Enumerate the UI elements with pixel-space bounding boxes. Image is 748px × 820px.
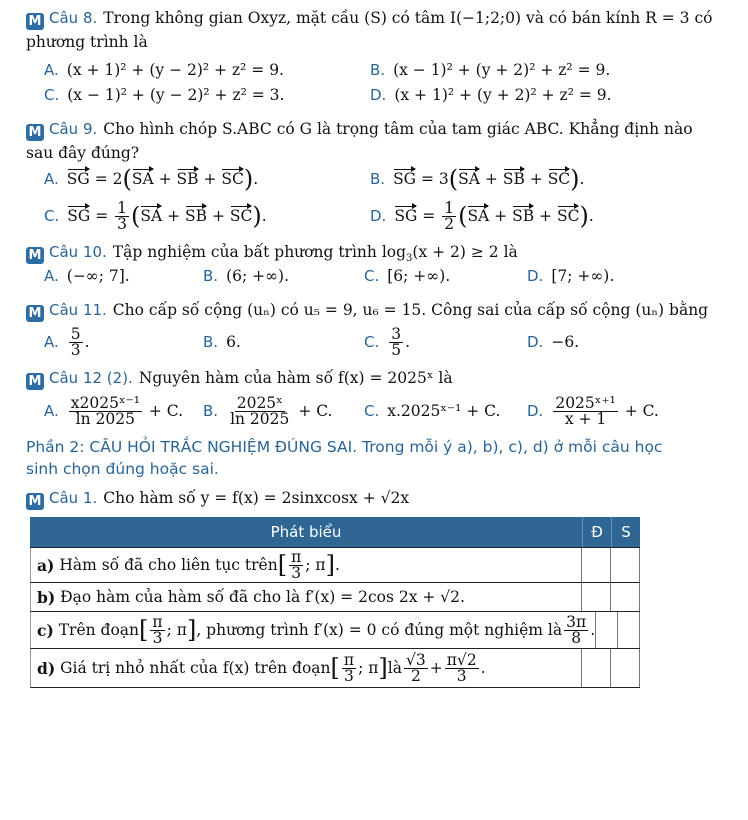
row-key: a): [37, 555, 55, 575]
option-letter: D.: [527, 267, 544, 285]
fraction: $\frac{\text{2025ˣ}}{\ln 2025}$: [230, 393, 290, 428]
fraction: $\frac{\pi}{3}$: [343, 650, 355, 685]
true-cell[interactable]: [581, 548, 610, 582]
false-cell[interactable]: [610, 649, 640, 687]
vector: SB: [185, 207, 208, 225]
vector: SG: [67, 207, 91, 225]
row-key: c): [37, 620, 54, 640]
statement-a: a) Hàm số đã cho liên tục trên [ $\frac{\pi}{3}$ ; π ] .: [37, 547, 340, 582]
question-text: Tập nghiệm của bất phương trình $\log_3(x + 2) \ge 2$ là: [112, 243, 518, 265]
option-letter: D.: [370, 86, 387, 104]
question-text: Cho cấp số cộng (uₙ) có u₅ = 9, u₆ = 15. Công sai của cấp số cộng (uₙ) bằng: [112, 301, 709, 319]
option-tail: + C.: [624, 402, 659, 420]
option-a[interactable]: A. $\frac{5}{3}$ .: [44, 324, 90, 359]
fraction: $\frac{\text{x2025ˣ⁻¹}}{\ln 2025}$: [70, 393, 140, 428]
coefficient: 2: [112, 170, 123, 188]
option-letter: A.: [44, 267, 59, 285]
vector: SC: [229, 207, 253, 225]
question-text: Cho hàm số y = f(x) = 2sinxcosx + √2x: [103, 489, 410, 507]
option-tail: + C.: [148, 402, 184, 420]
option-a[interactable]: [44, 393, 183, 429]
option-body: 6.: [226, 333, 241, 351]
vector: SG: [393, 170, 417, 188]
part2-title: Phần 2: CÂU HỎI TRẮC NGHIỆM ĐÚNG SAI. Trong mỗi ý a), b), c), d) ở mỗi câu học: [26, 438, 663, 456]
table-row: [30, 612, 640, 649]
question-text: Nguyên hàm của hàm số f(x) = 2025ˣ là: [138, 369, 453, 387]
option-letter: B.: [203, 333, 219, 351]
part2-question-1: [26, 486, 728, 510]
fraction: $\frac{1}{2}$: [444, 198, 455, 233]
question-label: Câu 10.: [49, 243, 107, 261]
m-badge-icon: M: [26, 373, 44, 390]
fraction: $\frac{\pi}{3}$: [291, 547, 302, 582]
option-b[interactable]: [370, 58, 610, 82]
fraction: $\frac{3}{5}$: [391, 324, 402, 359]
row-key: b): [37, 587, 56, 607]
option-c[interactable]: [44, 83, 284, 107]
option-letter: C.: [364, 333, 380, 351]
option-b[interactable]: [203, 264, 289, 288]
header-true: Đ: [582, 517, 611, 547]
option-letter: D.: [527, 333, 544, 351]
option-body: (x − 1)² + (y + 2)² + z² = 9.: [393, 61, 611, 79]
row-text: ; π: [305, 556, 326, 574]
vector: SA: [140, 207, 163, 225]
option-letter: B.: [203, 402, 219, 420]
vector: SB: [512, 207, 535, 225]
option-letter: C.: [364, 402, 380, 420]
option-body: [7; +∞).: [551, 267, 615, 285]
option-d[interactable]: D. SG = $\frac{1}{2}$ ( SA + SB + SC ) .: [370, 198, 594, 233]
option-letter: B.: [370, 170, 386, 188]
question-11: [26, 298, 728, 322]
option-letter: A.: [44, 402, 59, 420]
option-letter: A.: [44, 61, 59, 79]
option-letter: A.: [44, 170, 59, 188]
fraction: $\frac{5}{3}$: [70, 324, 81, 359]
part2-title-cont: sinh chọn đúng hoặc sai.: [26, 460, 219, 478]
true-false-table-wrap: [30, 517, 640, 688]
question-text-cont: phương trình là: [26, 33, 148, 51]
vector: SA: [467, 207, 490, 225]
option-letter: A.: [44, 333, 59, 351]
table-row: [30, 649, 640, 688]
header-statement: Phát biểu: [270, 523, 342, 541]
question-12: [26, 366, 728, 390]
question-label: Câu 12 (2).: [49, 369, 133, 387]
fraction: $\frac{1}{3}$: [117, 198, 127, 233]
question-8: [26, 6, 728, 54]
row-text: ; π: [358, 659, 379, 677]
vector: SG: [394, 207, 418, 225]
option-body: (x + 1)² + (y + 2)² + z² = 9.: [394, 86, 612, 104]
vector: SA: [458, 170, 480, 188]
row-text: , phương trình f′(x) = 0 có đúng một nghiệm là: [196, 621, 563, 639]
option-body: x.2025ˣ⁻¹ + C.: [387, 402, 501, 420]
true-cell[interactable]: [581, 649, 610, 687]
option-letter: B.: [370, 61, 386, 79]
question-text-cont: sau đây đúng?: [26, 144, 140, 162]
row-text: .: [334, 556, 340, 574]
option-d[interactable]: [527, 330, 579, 354]
m-badge-icon: M: [26, 493, 44, 510]
statement-c: c) Trên đoạn [ $\frac{\pi}{3}$ ; π ] , phương trình f′(x) = 0 có đúng một nghiệm là $\frac{3\pi}{8}$ .: [37, 612, 596, 647]
row-text: Trên đoạn: [58, 621, 140, 639]
vector: SC: [556, 207, 580, 225]
row-text: ; π: [166, 621, 187, 639]
fraction: $\frac{\pi√2}{3}$: [446, 650, 477, 685]
option-b[interactable]: B. SG = 3 ( SA + SB + SC ) .: [370, 165, 585, 193]
option-body: (x − 1)² + (y − 2)² + z² = 3.: [67, 86, 285, 104]
option-letter: C.: [44, 207, 60, 225]
option-d[interactable]: [370, 83, 612, 107]
true-cell[interactable]: [595, 612, 617, 648]
vector: SB: [176, 170, 199, 188]
row-text: Giá trị nhỏ nhất của f(x) trên đoạn: [60, 659, 331, 677]
m-badge-icon: M: [26, 13, 44, 30]
question-text: Trong không gian Oxyz, mặt cầu (S) có tâm I(−1;2;0) và có bán kính R = 3 có: [103, 9, 713, 27]
row-key: d): [37, 658, 56, 678]
vector: SG: [66, 170, 90, 188]
m-badge-icon: M: [26, 247, 44, 264]
question-label: Câu 9.: [49, 120, 98, 138]
question-9: [26, 117, 728, 165]
option-letter: D.: [370, 207, 387, 225]
true-cell[interactable]: [581, 583, 610, 611]
fraction: $\frac{\pi}{3}$: [152, 612, 163, 647]
option-c[interactable]: C. $\frac{3}{5}$ .: [364, 324, 411, 359]
option-body: −6.: [551, 333, 580, 351]
table-row: [30, 583, 640, 612]
table-row: [30, 548, 640, 583]
option-a[interactable]: A. SG = 2 ( SA + SB + SC ) .: [44, 165, 259, 193]
row-text: Hàm số đã cho liên tục trên: [59, 556, 278, 574]
option-letter: C.: [364, 267, 380, 285]
option-d[interactable]: [527, 264, 614, 288]
question-label: Câu 11.: [49, 301, 107, 319]
option-body: (6; +∞).: [226, 267, 289, 285]
option-body: (x + 1)² + (y − 2)² + z² = 9.: [66, 61, 284, 79]
statement-d: d) Giá trị nhỏ nhất của f(x) trên đoạn [ $\frac{\pi}{3}$ ; π ] là $\frac{√3}{2}$ + $\frac{\pi√2}{3}$ .: [37, 650, 486, 685]
option-c[interactable]: C. SG = $\frac{1}{3}$ ( SA + SB + SC ) .: [44, 198, 267, 233]
fraction: $\frac{\text{2025ˣ⁺¹}}{x + 1}$: [555, 393, 616, 428]
m-badge-icon: M: [26, 305, 44, 322]
option-body: (−∞; 7].: [66, 267, 130, 285]
question-label: Câu 8.: [49, 9, 98, 27]
part2-heading: [26, 436, 728, 480]
vector: SA: [131, 170, 154, 188]
option-b[interactable]: [203, 393, 332, 429]
false-cell[interactable]: [610, 548, 640, 582]
option-a[interactable]: [44, 58, 284, 82]
table-header: [30, 517, 640, 548]
false-cell[interactable]: [610, 583, 640, 611]
option-letter: C.: [44, 86, 60, 104]
fraction: $\frac{√3}{2}$: [406, 650, 426, 685]
option-d[interactable]: [527, 393, 659, 429]
false-cell[interactable]: [617, 612, 640, 648]
option-a[interactable]: [44, 264, 130, 288]
row-text: là: [387, 659, 402, 677]
row-text: Đạo hàm của hàm số đã cho là f′(x) = 2cos 2x + √2.: [60, 588, 465, 606]
coefficient: 3: [438, 170, 449, 188]
vector: SC: [547, 170, 571, 188]
option-b[interactable]: [203, 330, 241, 354]
question-text: Cho hình chóp S.ABC có G là trọng tâm của tam giác ABC. Khẳng định nào: [103, 120, 693, 138]
vector: SB: [502, 170, 525, 188]
option-c[interactable]: [364, 399, 500, 423]
vector: SC: [221, 170, 244, 188]
m-badge-icon: M: [26, 124, 44, 141]
header-false: S: [611, 517, 640, 547]
question-label: Câu 1.: [49, 489, 98, 507]
fraction: $\frac{3\pi}{8}$: [566, 612, 587, 647]
option-tail: + C.: [298, 402, 333, 420]
option-letter: B.: [203, 267, 219, 285]
option-c[interactable]: [364, 264, 450, 288]
option-body: [6; +∞).: [387, 267, 451, 285]
option-letter: D.: [527, 402, 544, 420]
statement-b: [31, 583, 581, 611]
